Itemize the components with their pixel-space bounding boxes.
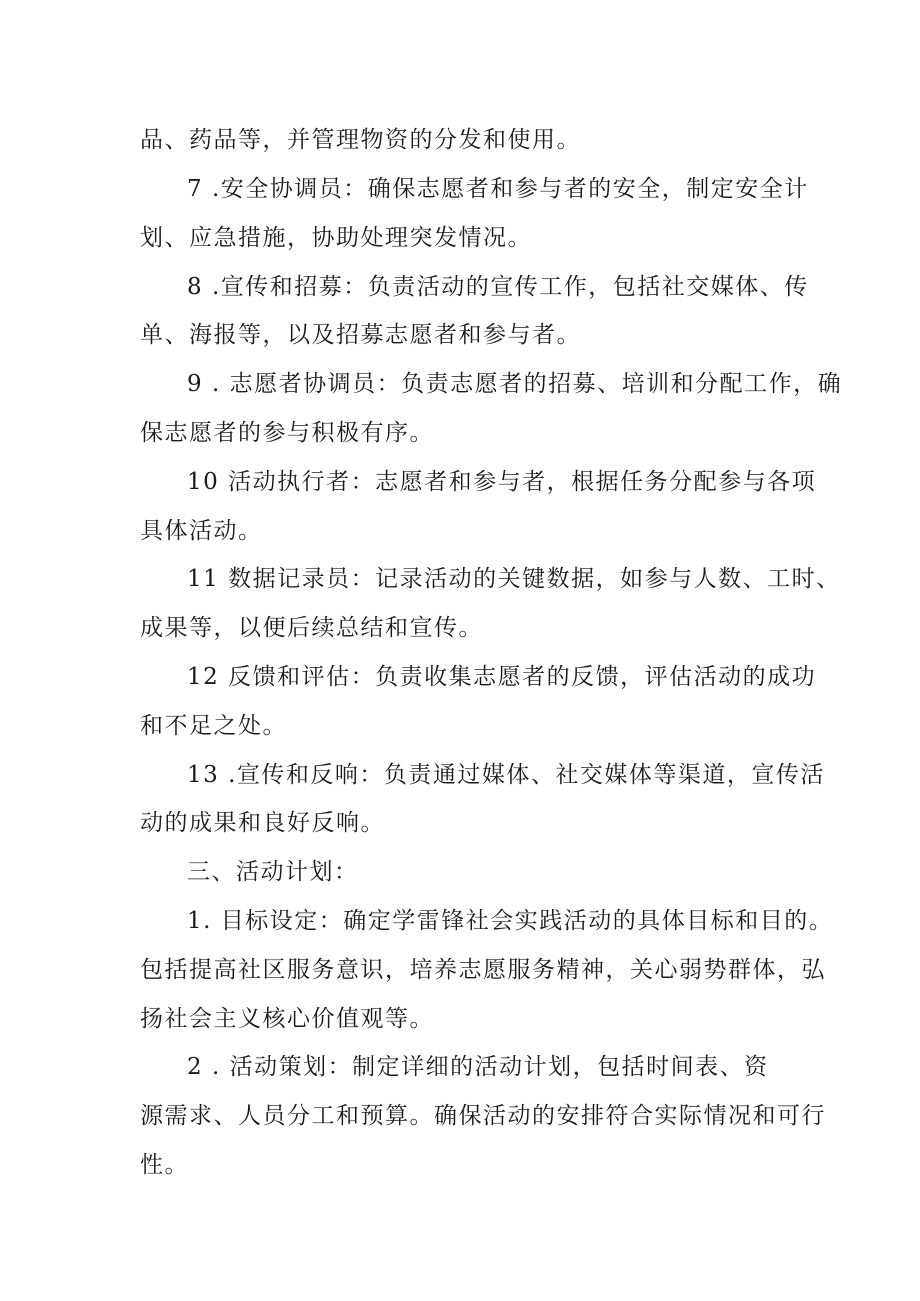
paragraph-line: 成果等，以便后续总结和宣传。 bbox=[140, 615, 483, 641]
section-heading: 三、活动计划： bbox=[187, 859, 359, 885]
paragraph-line: 11 数据记录员：记录活动的关键数据，如参与人数、工时、 bbox=[187, 566, 841, 592]
paragraph-line: 扬社会主义核心价值观等。 bbox=[140, 1006, 434, 1032]
paragraph-line: 8 .宣传和招募：负责活动的宣传工作，包括社交媒体、传 bbox=[187, 274, 809, 300]
paragraph-line: 和不足之处。 bbox=[140, 713, 287, 739]
paragraph-line: 包括提高社区服务意识，培养志愿服务精神，关心弱势群体，弘 bbox=[140, 957, 826, 983]
paragraph-line: 12 反馈和评估：负责收集志愿者的反馈，评估活动的成功 bbox=[187, 664, 817, 690]
paragraph-line: 单、海报等，以及招募志愿者和参与者。 bbox=[140, 322, 581, 348]
paragraph-line: 7 .安全协调员：确保志愿者和参与者的安全，制定安全计 bbox=[187, 176, 809, 202]
paragraph-line: 源需求、人员分工和预算。确保活动的安排符合实际情况和可行 bbox=[140, 1103, 826, 1129]
paragraph-line: 2 . 活动策划：制定详细的活动计划，包括时间表、资 bbox=[187, 1054, 769, 1080]
paragraph-line: 划、应急措施，协助处理突发情况。 bbox=[140, 225, 532, 251]
paragraph-line: 10 活动执行者：志愿者和参与者，根据任务分配参与各项 bbox=[187, 469, 817, 495]
paragraph-line: 性。 bbox=[140, 1152, 189, 1178]
paragraph-line: 动的成果和良好反响。 bbox=[140, 810, 385, 836]
paragraph-line: 1. 目标设定：确定学雷锋社会实践活动的具体目标和目的。 bbox=[187, 908, 834, 934]
paragraph-line: 具体活动。 bbox=[140, 518, 263, 544]
paragraph-line: 品、药品等，并管理物资的分发和使用。 bbox=[140, 127, 581, 153]
paragraph-line: 9 . 志愿者协调员：负责志愿者的招募、培训和分配工作，确 bbox=[187, 371, 843, 397]
paragraph-line: 保志愿者的参与积极有序。 bbox=[140, 420, 434, 446]
paragraph-line: 13 .宣传和反响：负责通过媒体、社交媒体等渠道，宣传活 bbox=[187, 762, 825, 788]
